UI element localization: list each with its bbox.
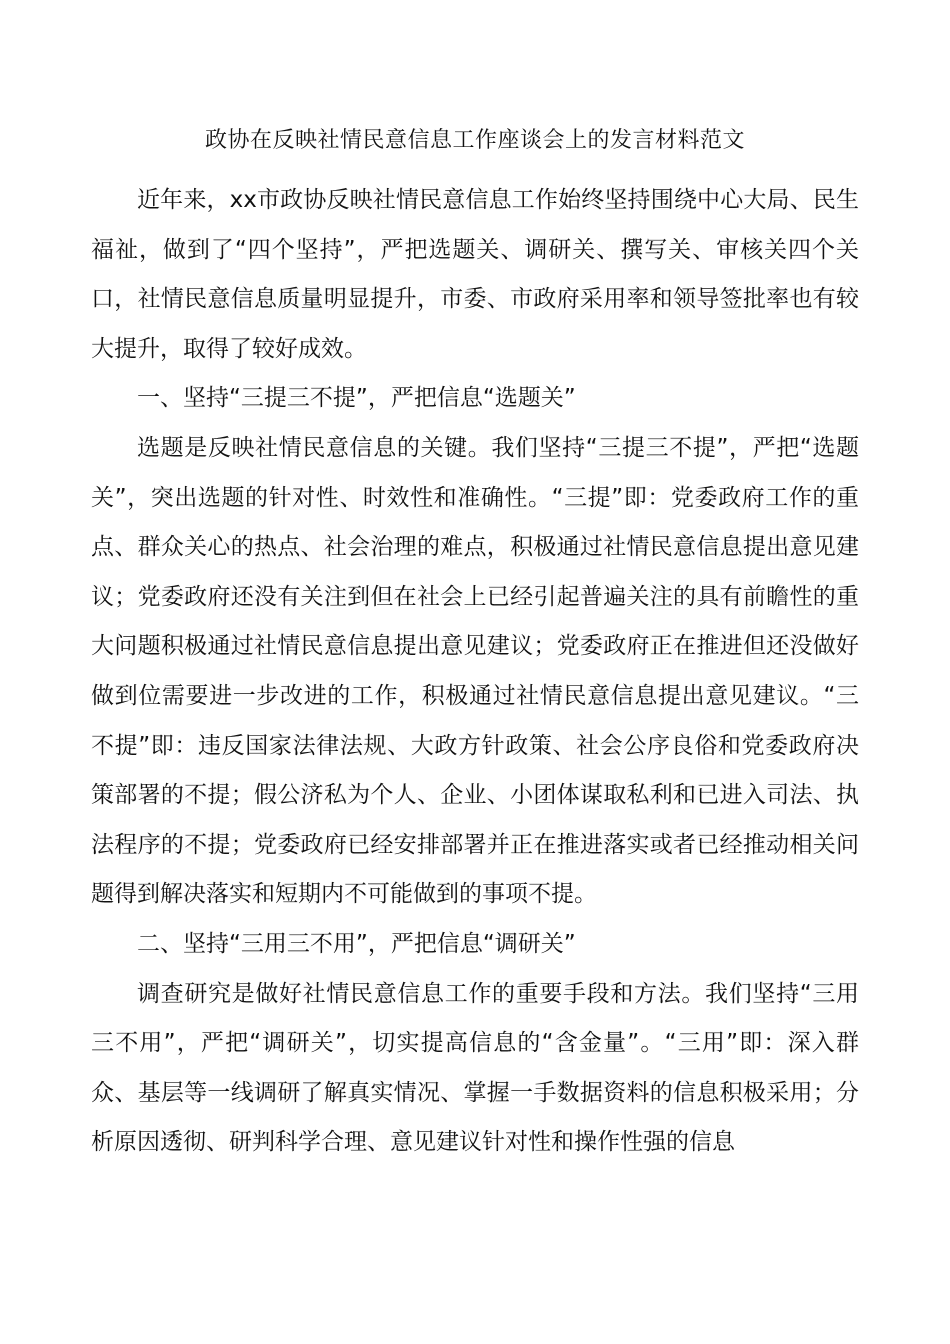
intro-paragraph: 近年来，xx市政协反映社情民意信息工作始终坚持围绕中心大局、民生福祉，做到了“四个坚持”，严把选题关、调研关、撰写关、审核关四个关口，社情民意信息质量明显提升，市委、市政府采用率和领导签批率也有较大提升，取得了较好成效。 bbox=[91, 187, 859, 362]
section-2-paragraph: 调查研究是做好社情民意信息工作的重要手段和方法。我们坚持“三用三不用”，严把“调研关”，切实提高信息的“含金量”。“三用”即：深入群众、基层等一线调研了解真实情况、掌握一手数据资料的信息积极采用；分析原因透彻、研判科学合理、意见建议针对性和操作性强的信息 bbox=[91, 980, 859, 1156]
document-title: 政协在反映社情民意信息工作座谈会上的发言材料范文 bbox=[204, 128, 745, 153]
document-body bbox=[91, 176, 859, 1168]
section-heading-1: 一、坚持“三提三不提”，严把信息“选题关” bbox=[137, 385, 576, 412]
section-heading-2: 二、坚持“三用三不用”，严把信息“调研关” bbox=[137, 930, 576, 957]
section-1-paragraph: 选题是反映社情民意信息的关键。我们坚持“三提三不提”，严把“选题关”，突出选题的针对性、时效性和准确性。“三提”即：党委政府工作的重点、群众关心的热点、社会治理的难点，积极通过社情民意信息提出意见建议；党委政府还没有关注到但在社会上已经引起普遍关注的具有前瞻性的重大问题积极通过社情民意信息提出意见建议；党委政府正在推进但还没做好做到位需要进一步改进的工作，积极通过社情民意信息提出意见建议。“三不提”即：违反国家法律法规、大政方针政策、社会公序良俗和党委政府决策部署的不提；假公济私为个人、企业、小团体谋取私利和已进入司法、执法程序的不提；党委政府已经安排部署并正在推进落实或者已经推动相关问题得到解决落实和短期内不可能做到的事项不提。 bbox=[91, 434, 859, 908]
